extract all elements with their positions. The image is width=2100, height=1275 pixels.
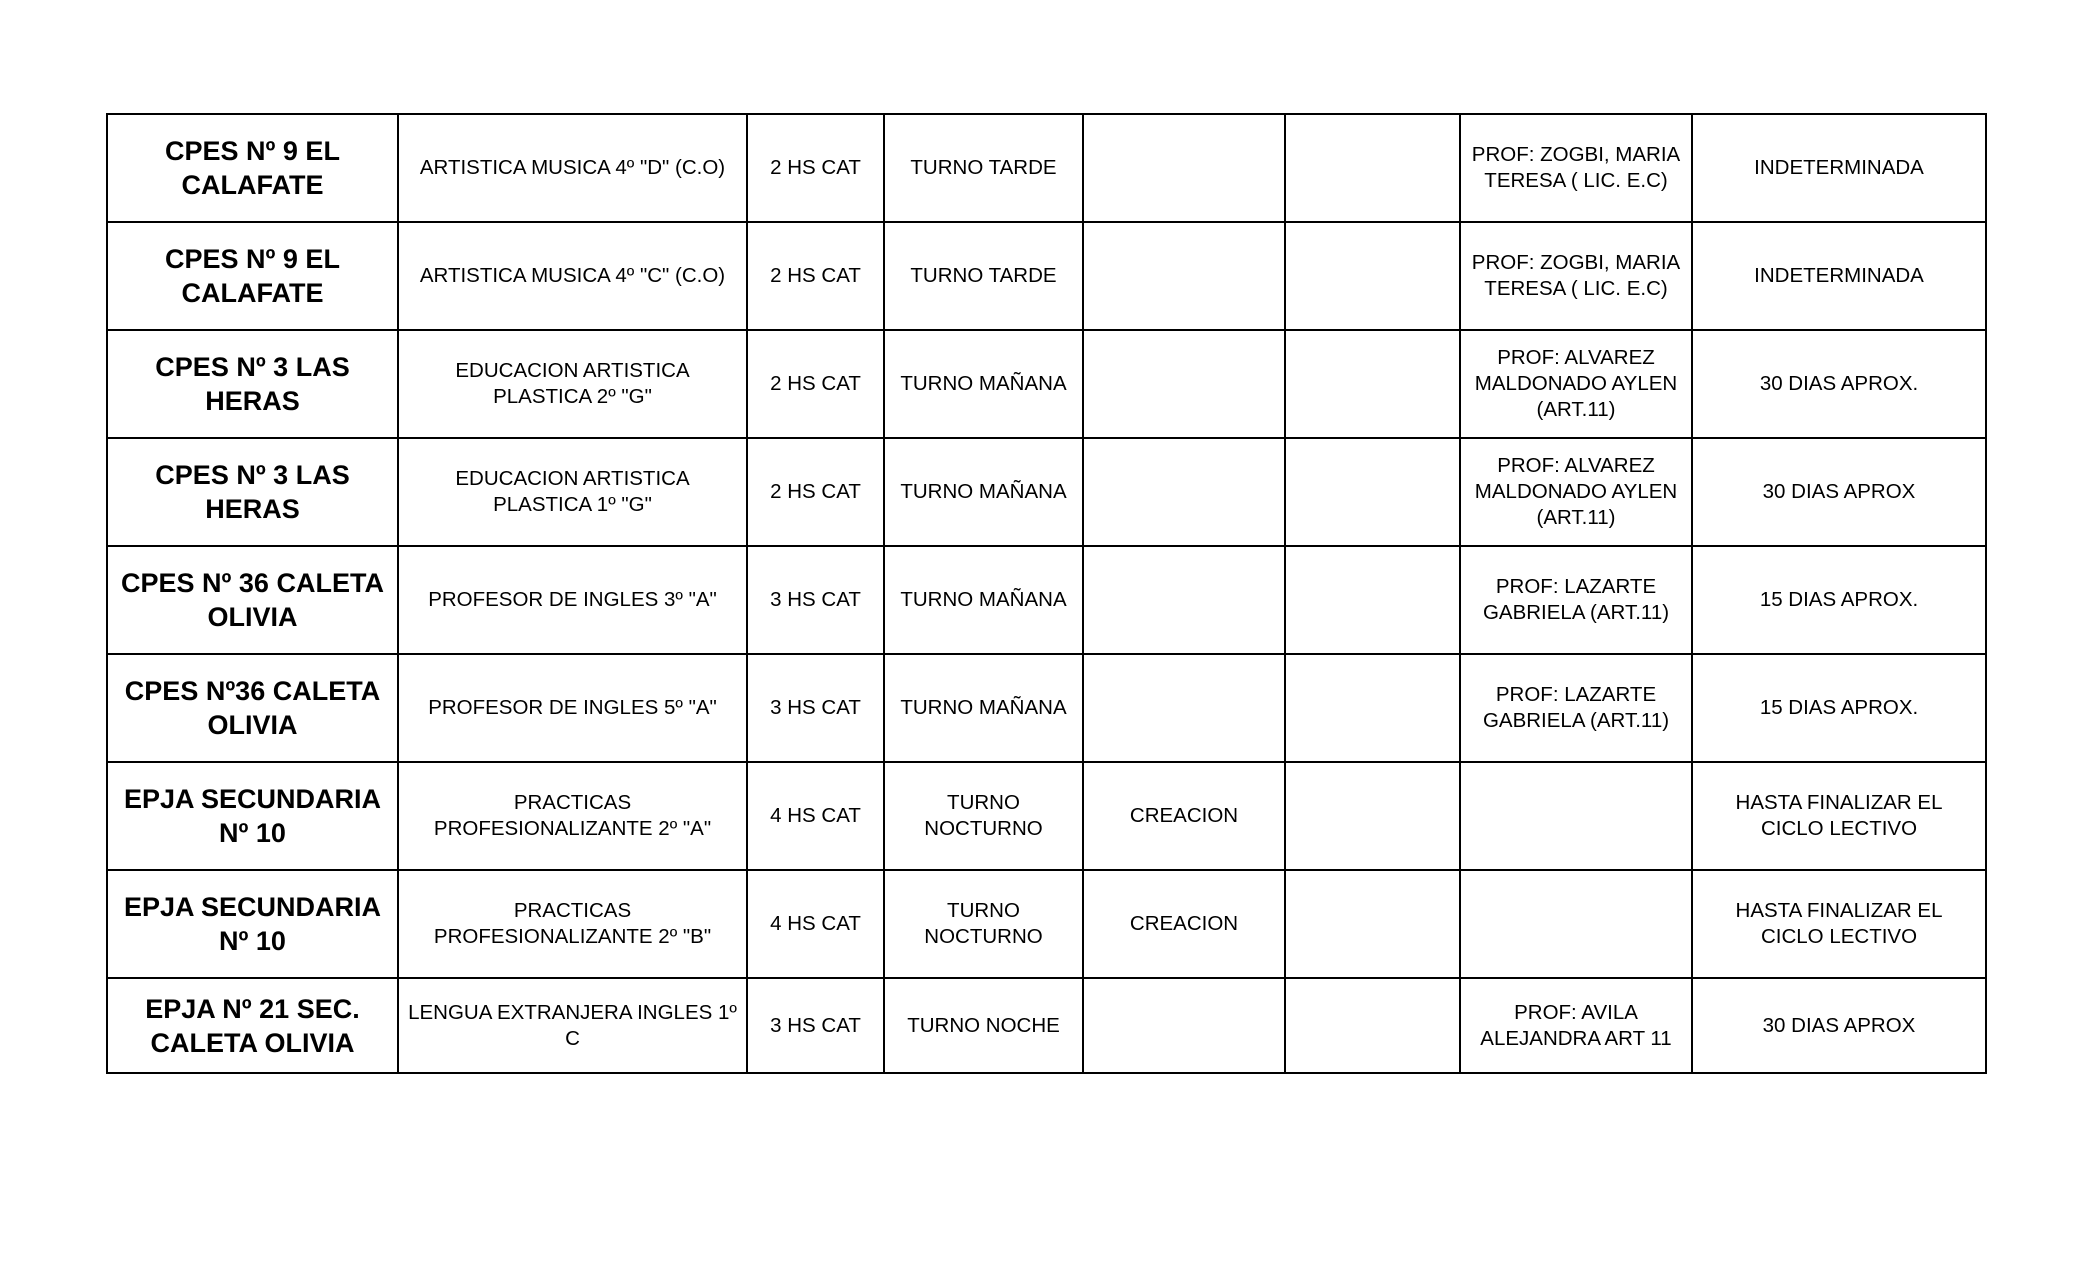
extra-cell bbox=[1285, 222, 1460, 330]
table-row bbox=[107, 330, 1986, 438]
teacher-cell: PROF: AVILA ALEJANDRA ART 11 bbox=[1460, 978, 1692, 1073]
hours-cell: 2 HS CAT bbox=[747, 438, 884, 546]
hours-cell: 4 HS CAT bbox=[747, 762, 884, 870]
table-row bbox=[107, 438, 1986, 546]
duration-cell: 30 DIAS APROX bbox=[1692, 438, 1986, 546]
teacher-cell: PROF: ALVAREZ MALDONADO AYLEN (ART.11) bbox=[1460, 330, 1692, 438]
teacher-cell: PROF: LAZARTE GABRIELA (ART.11) bbox=[1460, 654, 1692, 762]
hours-cell: 3 HS CAT bbox=[747, 654, 884, 762]
type-cell: CREACION bbox=[1083, 762, 1285, 870]
shift-cell: TURNO NOCHE bbox=[884, 978, 1083, 1073]
subject-cell: LENGUA EXTRANJERA INGLES 1º C bbox=[398, 978, 747, 1073]
duration-cell: 30 DIAS APROX. bbox=[1692, 330, 1986, 438]
hours-cell: 2 HS CAT bbox=[747, 330, 884, 438]
table-row bbox=[107, 654, 1986, 762]
subject-cell: EDUCACION ARTISTICA PLASTICA 2º "G" bbox=[398, 330, 747, 438]
extra-cell bbox=[1285, 870, 1460, 978]
type-cell bbox=[1083, 546, 1285, 654]
hours-cell: 3 HS CAT bbox=[747, 978, 884, 1073]
teacher-cell: PROF: ALVAREZ MALDONADO AYLEN (ART.11) bbox=[1460, 438, 1692, 546]
extra-cell bbox=[1285, 762, 1460, 870]
duration-cell: 15 DIAS APROX. bbox=[1692, 654, 1986, 762]
hours-cell: 3 HS CAT bbox=[747, 546, 884, 654]
extra-cell bbox=[1285, 330, 1460, 438]
duration-cell: INDETERMINADA bbox=[1692, 114, 1986, 222]
school-cell: CPES Nº 36 CALETA OLIVIA bbox=[107, 546, 398, 654]
subject-cell: PRACTICAS PROFESIONALIZANTE 2º "B" bbox=[398, 870, 747, 978]
subject-cell: ARTISTICA MUSICA 4º "C" (C.O) bbox=[398, 222, 747, 330]
table-body bbox=[107, 114, 1986, 1073]
table-row bbox=[107, 222, 1986, 330]
shift-cell: TURNO MAÑANA bbox=[884, 438, 1083, 546]
shift-cell: TURNO MAÑANA bbox=[884, 546, 1083, 654]
type-cell bbox=[1083, 438, 1285, 546]
school-cell: EPJA Nº 21 SEC. CALETA OLIVIA bbox=[107, 978, 398, 1073]
type-cell bbox=[1083, 654, 1285, 762]
shift-cell: TURNO MAÑANA bbox=[884, 330, 1083, 438]
duration-cell: HASTA FINALIZAR EL CICLO LECTIVO bbox=[1692, 762, 1986, 870]
duration-cell: 15 DIAS APROX. bbox=[1692, 546, 1986, 654]
school-cell: CPES Nº 3 LAS HERAS bbox=[107, 438, 398, 546]
subject-cell: ARTISTICA MUSICA 4º "D" (C.O) bbox=[398, 114, 747, 222]
school-cell: CPES Nº 3 LAS HERAS bbox=[107, 330, 398, 438]
teacher-cell bbox=[1460, 870, 1692, 978]
subject-cell: PRACTICAS PROFESIONALIZANTE 2º "A" bbox=[398, 762, 747, 870]
vacancy-table-sheet bbox=[106, 113, 1987, 1074]
shift-cell: TURNO MAÑANA bbox=[884, 654, 1083, 762]
type-cell bbox=[1083, 330, 1285, 438]
teacher-cell: PROF: ZOGBI, MARIA TERESA ( LIC. E.C) bbox=[1460, 222, 1692, 330]
subject-cell: EDUCACION ARTISTICA PLASTICA 1º "G" bbox=[398, 438, 747, 546]
extra-cell bbox=[1285, 546, 1460, 654]
type-cell bbox=[1083, 222, 1285, 330]
hours-cell: 4 HS CAT bbox=[747, 870, 884, 978]
extra-cell bbox=[1285, 114, 1460, 222]
hours-cell: 2 HS CAT bbox=[747, 222, 884, 330]
extra-cell bbox=[1285, 438, 1460, 546]
teacher-cell: PROF: ZOGBI, MARIA TERESA ( LIC. E.C) bbox=[1460, 114, 1692, 222]
vacancy-table bbox=[106, 113, 1987, 1074]
duration-cell: HASTA FINALIZAR EL CICLO LECTIVO bbox=[1692, 870, 1986, 978]
school-cell: CPES Nº 9 EL CALAFATE bbox=[107, 114, 398, 222]
school-cell: CPES Nº 9 EL CALAFATE bbox=[107, 222, 398, 330]
type-cell: CREACION bbox=[1083, 870, 1285, 978]
table-row bbox=[107, 114, 1986, 222]
extra-cell bbox=[1285, 654, 1460, 762]
hours-cell: 2 HS CAT bbox=[747, 114, 884, 222]
duration-cell: INDETERMINADA bbox=[1692, 222, 1986, 330]
subject-cell: PROFESOR DE INGLES 3º "A" bbox=[398, 546, 747, 654]
school-cell: CPES Nº36 CALETA OLIVIA bbox=[107, 654, 398, 762]
shift-cell: TURNO NOCTURNO bbox=[884, 870, 1083, 978]
teacher-cell bbox=[1460, 762, 1692, 870]
extra-cell bbox=[1285, 978, 1460, 1073]
subject-cell: PROFESOR DE INGLES 5º "A" bbox=[398, 654, 747, 762]
shift-cell: TURNO NOCTURNO bbox=[884, 762, 1083, 870]
shift-cell: TURNO TARDE bbox=[884, 114, 1083, 222]
school-cell: EPJA SECUNDARIA Nº 10 bbox=[107, 762, 398, 870]
table-row bbox=[107, 870, 1986, 978]
teacher-cell: PROF: LAZARTE GABRIELA (ART.11) bbox=[1460, 546, 1692, 654]
shift-cell: TURNO TARDE bbox=[884, 222, 1083, 330]
type-cell bbox=[1083, 978, 1285, 1073]
table-row bbox=[107, 762, 1986, 870]
type-cell bbox=[1083, 114, 1285, 222]
table-row bbox=[107, 978, 1986, 1073]
school-cell: EPJA SECUNDARIA Nº 10 bbox=[107, 870, 398, 978]
duration-cell: 30 DIAS APROX bbox=[1692, 978, 1986, 1073]
table-row bbox=[107, 546, 1986, 654]
